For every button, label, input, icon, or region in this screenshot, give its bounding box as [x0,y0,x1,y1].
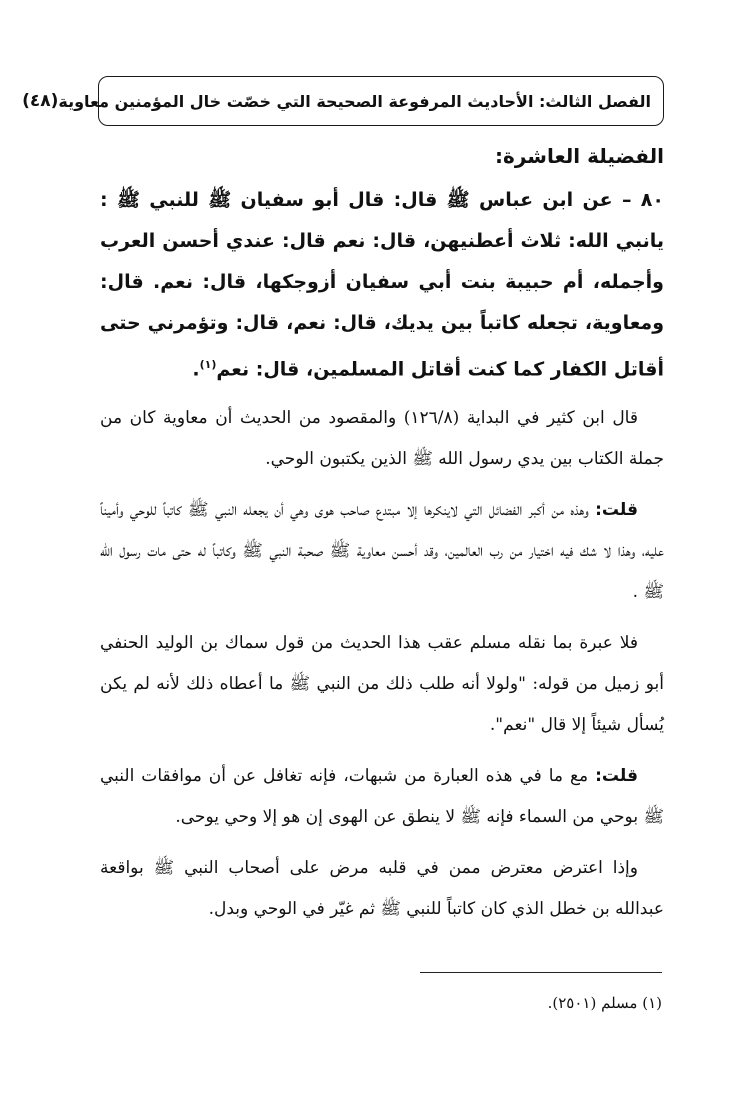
hadith-body: ٨٠ – عن ابن عباس ﷺ قال: قال أبو سفيان ﷺ للنبي ﷺ : يانبي الله: ثلاث أعطنيهن، قال: نعم قال: عندي أحسن العرب وأجمله، أم حبيبة بنت أبي سفيان أزوجكها، قال: نعم. قال: ومعاوية، تجعله كاتباً بين يديك، قال: نعم، قال: وتؤمرني حتى أقاتل الكفار كما كنت أقاتل المسلمين، قال: نعم [100,189,664,381]
paragraph-lead-2: قلت: [595,766,638,787]
page-header [22,76,664,126]
paragraph-lead-1: قلت: [595,500,638,521]
paragraph-objection: وإذا اعترض معترض ممن في قلبه مرض على أصحاب النبي ﷺ بواقعة عبدالله بن خطل الذي كان كاتباً للنبي ﷺ ثم غيّر في الوحي وبدل. [100,858,664,920]
hadith-end: . [192,358,200,381]
section-heading: الفضيلة العاشرة: [495,144,664,168]
paragraph-muslim-note: فلا عبرة بما نقله مسلم عقب هذا الحديث من قول سماك بن الوليد الحنفي أبو زميل من قوله: "ولولا أنه طلب ذلك من النبي ﷺ ما أعطاه ذلك لأنه لم يكن يُسأل شيئاً إلا قال "نعم". [100,633,664,736]
paragraph-body-1: وهذه من أكبر الفضائل التي لاينكرها إلا مبتدع صاحب هوى وهي أن يجعله النبي ﷺ كاتباً للوحي وأميناً عليه، وهذا لا شك فيه اختيار من رب العالمين، وقد أحسن معاوية ﷺ صحبة النبي ﷺ وكاتباً له حتى مات رسول الله ﷺ . [100,500,664,603]
page-number: (٤٨) [22,91,59,111]
footnote-divider [420,972,662,973]
paragraph-ibn-kathir: قال ابن كثير في البداية (١٢٦/٨) والمقصود من الحديث أن معاوية كان من جملة الكتاب بين يدي رسول الله ﷺ الذين يكتبون الوحي. [100,408,664,470]
page-content [100,140,664,940]
paragraph-body-2: مع ما في هذه العبارة من شبهات، فإنه تغافل عن أن موافقات النبي ﷺ بوحي من السماء فإنه ﷺ لا ينطق عن الهوى إن هو إلا وحي يوحى. [100,766,664,828]
paragraph-commentary-1 [100,490,664,613]
paragraph-commentary-2 [100,756,664,838]
footnote-marker: (١) [199,358,217,371]
footnote: (١) مسلم (٢٥٠١). [547,994,662,1012]
chapter-title: الفصل الثالث: الأحاديث المرفوعة الصحيحة التي خصّت خال المؤمنين معاوية [58,91,651,111]
hadith-text [100,180,664,390]
